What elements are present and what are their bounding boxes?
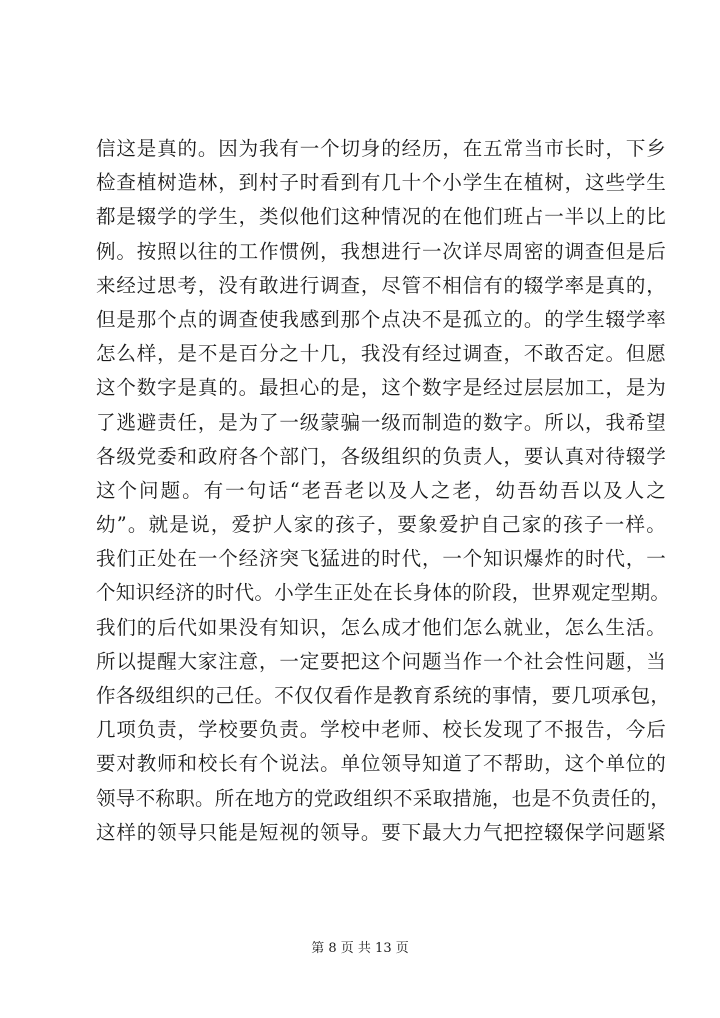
- text-line: 例。按照以往的工作惯例，我想进行一次详尽周密的调查但是后: [96, 239, 666, 263]
- text-line: 要对教师和校长有个说法。单位领导知道了不帮助，这个单位的: [96, 752, 666, 776]
- text-line: 这个问题。有一句话“老吾老以及人之老，幼吾幼吾以及人之: [96, 478, 666, 502]
- text-line: 幼”。就是说，爱护人家的孩子，要象爱护自己家的孩子一样。: [96, 513, 666, 537]
- body-text: [96, 132, 671, 850]
- text-line: 来经过思考，没有敢进行调查，尽管不相信有的辍学率是真的，: [96, 273, 666, 297]
- text-line: 我们的后代如果没有知识，怎么成才他们怎么就业，怎么生活。: [96, 615, 666, 639]
- text-line: 但是那个点的调查使我感到那个点决不是孤立的。的学生辍学率: [96, 307, 666, 331]
- text-line: 了逃避责任，是为了一级蒙骗一级而制造的数字。所以，我希望: [96, 410, 666, 434]
- text-line: 各级党委和政府各个部门，各级组织的负责人，要认真对待辍学: [96, 444, 666, 468]
- text-line: 都是辍学的学生，类似他们这种情况的在他们班占一半以上的比: [96, 205, 666, 229]
- text-line: 检查植树造林，到村子时看到有几十个小学生在植树，这些学生: [96, 171, 666, 195]
- text-line: 作各级组织的己任。不仅仅看作是教育系统的事情，要几项承包，: [96, 684, 671, 707]
- text-line: 几项负责，学校要负责。学校中老师、校长发现了不报告，今后: [96, 718, 666, 742]
- text-line: 领导不称职。所在地方的党政组织不采取措施，也是不负责任的，: [96, 786, 671, 810]
- text-line: 我们正处在一个经济突飞猛进的时代，一个知识爆炸的时代，一: [96, 547, 666, 571]
- text-line: 这样的领导只能是短视的领导。要下最大力气把控辍保学问题紧: [96, 820, 666, 844]
- text-line: 所以提醒大家注意，一定要把这个问题当作一个社会性问题，当: [96, 649, 666, 673]
- text-line: 怎么样，是不是百分之十几，我没有经过调查，不敢否定。但愿: [96, 342, 666, 366]
- text-line: 信这是真的。因为我有一个切身的经历，在五常当市长时，下乡: [96, 137, 666, 160]
- text-line: 这个数字是真的。最担心的是，这个数字是经过层层加工，是为: [96, 376, 666, 400]
- text-line: 个知识经济的时代。小学生正处在长身体的阶段，世界观定型期。: [96, 581, 671, 605]
- page-footer: 第 8 页 共 13 页: [311, 941, 409, 956]
